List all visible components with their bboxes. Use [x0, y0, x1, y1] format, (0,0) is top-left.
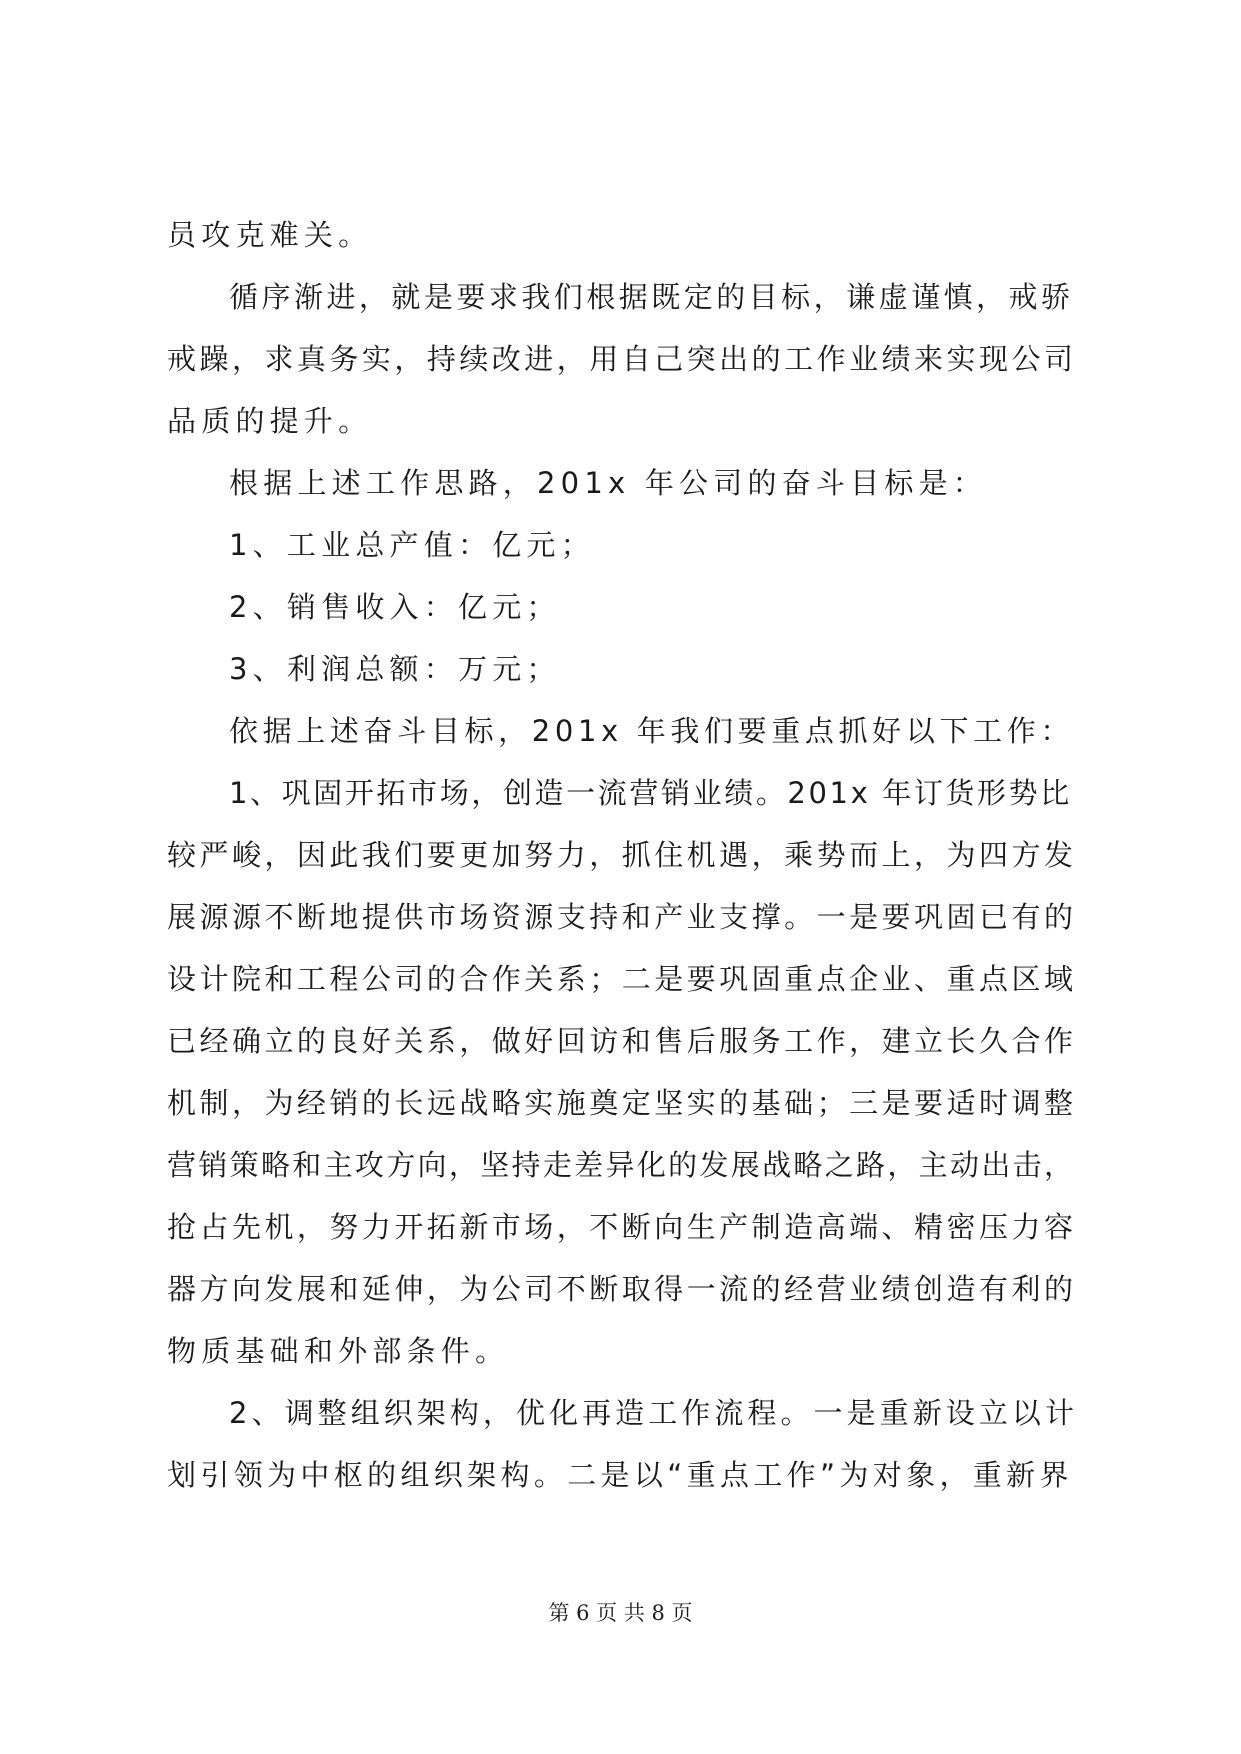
- text-line: 循序渐进，就是要求我们根据既定的目标，谦虚谨慎，戒骄: [229, 280, 1074, 314]
- text-line: 划引领为中枢的组织架构。二是以“重点工作”为对象，重新界: [167, 1458, 1073, 1492]
- text-line: 依据上述奋斗目标，201x 年我们要重点抓好以下工作：: [229, 714, 1075, 748]
- text-line: 1、工业总产值：亿元；: [229, 528, 595, 562]
- text-line: 已经确立的良好关系，做好回访和售后服务工作，建立长久合作: [167, 1024, 1077, 1058]
- text-line: 1、巩固开拓市场，创造一流营销业绩。201x 年订货形势比: [229, 776, 1072, 810]
- text-line: 物质基础和外部条件。: [167, 1334, 510, 1368]
- text-line: 2、调整组织架构，优化再造工作流程。一是重新设立以计: [229, 1396, 1079, 1430]
- text-line: 根据上述工作思路，201x 年公司的奋斗目标是：: [229, 466, 988, 500]
- page-footer: 第 6 页 共 8 页: [548, 1601, 693, 1625]
- text-line: 3、利润总额：万元；: [229, 652, 561, 686]
- text-line: 品质的提升。: [167, 404, 373, 438]
- text-line: 营销策略和主攻方向，坚持走差异化的发展战略之路，主动出击，: [167, 1148, 1076, 1182]
- text-line: 设计院和工程公司的合作关系；二是要巩固重点企业、重点区域: [167, 962, 1077, 996]
- text-line: 2、销售收入：亿元；: [229, 590, 561, 624]
- text-line: 器方向发展和延伸，为公司不断取得一流的经营业绩创造有利的: [167, 1272, 1077, 1306]
- text-line: 戒躁，求真务实，持续改进，用自己突出的工作业绩来实现公司: [167, 342, 1077, 376]
- text-line: 抢占先机，努力开拓新市场，不断向生产制造高端、精密压力容: [167, 1210, 1077, 1244]
- text-line: 员攻克难关。: [167, 218, 373, 252]
- document-body: [167, 204, 1079, 1506]
- text-line: 机制，为经销的长远战略实施奠定坚实的基础；三是要适时调整: [167, 1086, 1077, 1120]
- text-line: 较严峻，因此我们要更加努力，抓住机遇，乘势而上，为四方发: [167, 838, 1077, 872]
- text-line: 展源源不断地提供市场资源支持和产业支撑。一是要巩固已有的: [167, 900, 1077, 934]
